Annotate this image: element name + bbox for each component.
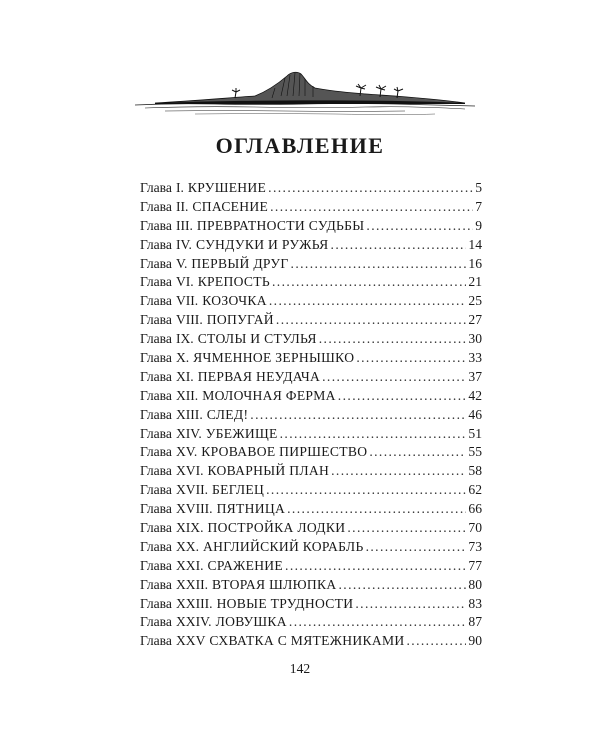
chapter-title: УБЕЖИЩЕ (205, 425, 278, 441)
dot-leader (269, 293, 467, 309)
chapter-number: XI. (175, 368, 194, 384)
toc-entry (140, 331, 482, 350)
chapter-number: XVII. (175, 482, 209, 498)
dot-leader (319, 331, 467, 347)
toc-entry (140, 388, 482, 407)
chapter-page-number: 77 (468, 557, 482, 573)
toc-entry (140, 350, 482, 369)
chapter-number: XVIII. (175, 501, 213, 517)
chapter-page-number: 51 (468, 425, 482, 441)
chapter-number: VI. (175, 274, 194, 290)
dot-leader (338, 388, 467, 404)
chapter-number: I. (175, 180, 184, 195)
chapter-label (140, 614, 287, 630)
chapter-number: IV. (175, 236, 192, 252)
chapter-page-number: 87 (468, 614, 482, 630)
chapter-page-number: 30 (468, 331, 482, 347)
chapter-page-number: 80 (468, 576, 482, 592)
dot-leader (266, 482, 466, 498)
chapter-title: МОЛОЧНАЯ ФЕРМА (202, 387, 336, 403)
chapter-label (140, 444, 367, 460)
chapter-label (140, 501, 285, 517)
toc-entry (140, 180, 482, 199)
chapter-title: КРЕПОСТЬ (197, 274, 270, 290)
chapter-label (140, 237, 329, 253)
toc-entry (140, 218, 482, 237)
chapter-title: КОВАРНЫЙ ПЛАН (207, 463, 330, 479)
chapter-number: XX. (175, 538, 199, 554)
toc-entry (140, 577, 482, 596)
chapter-label (140, 426, 278, 442)
chapter-title: КРОВАВОЕ ПИРШЕСТВО (201, 444, 368, 460)
dot-leader (291, 256, 467, 272)
chapter-word: Глава (140, 350, 172, 366)
chapter-page-number: 83 (468, 595, 482, 611)
chapter-label (140, 558, 283, 574)
toc-entry (140, 312, 482, 331)
dot-leader (369, 444, 466, 460)
toc-entry (140, 407, 482, 426)
chapter-word: Глава (140, 557, 172, 573)
dot-leader (289, 614, 467, 630)
chapter-page-number: 7 (475, 198, 482, 214)
chapter-label (140, 331, 317, 347)
chapter-title: СПАСЕНИЕ (192, 198, 269, 214)
chapter-page-number: 42 (468, 387, 482, 403)
chapter-label (140, 218, 364, 234)
chapter-number: V. (175, 255, 188, 271)
chapter-page-number: 62 (468, 482, 482, 498)
chapter-title: НОВЫЕ ТРУДНОСТИ (216, 595, 354, 611)
chapter-word: Глава (140, 444, 172, 460)
chapter-word: Глава (140, 236, 172, 252)
chapter-number: III. (175, 217, 193, 233)
dot-leader (355, 596, 466, 612)
chapter-label (140, 350, 354, 366)
toc-entry (140, 539, 482, 558)
dot-leader (268, 180, 473, 196)
dot-leader (276, 312, 466, 328)
chapter-title: СХВАТКА С МЯТЕЖНИКАМИ (209, 633, 405, 649)
dot-leader (250, 407, 466, 423)
chapter-word: Глава (140, 576, 172, 592)
chapter-label (140, 388, 336, 404)
chapter-page-number: 27 (468, 312, 482, 328)
chapter-label (140, 596, 353, 612)
chapter-page-number: 16 (468, 255, 482, 271)
dot-leader (272, 274, 466, 290)
chapter-label (140, 369, 320, 385)
chapter-label (140, 256, 289, 272)
dot-leader (270, 199, 473, 215)
toc-entry (140, 369, 482, 388)
chapter-word: Глава (140, 293, 172, 309)
chapter-label (140, 520, 345, 536)
toc-entry (140, 633, 482, 652)
chapter-label (140, 199, 268, 215)
chapter-page-number: 9 (475, 217, 482, 233)
chapter-word: Глава (140, 482, 172, 498)
chapter-title: ПРЕВРАТНОСТИ СУДЬБЫ (196, 217, 365, 233)
toc-entry (140, 199, 482, 218)
chapter-word: Глава (140, 614, 172, 630)
toc-entry (140, 237, 482, 256)
chapter-label (140, 180, 266, 196)
chapter-word: Глава (140, 406, 172, 422)
chapter-title: ВТОРАЯ ШЛЮПКА (212, 576, 337, 592)
chapter-label (140, 633, 404, 649)
chapter-title: ЛОВУШКА (215, 614, 287, 630)
dot-leader (280, 426, 467, 442)
chapter-number: XIX. (175, 520, 204, 536)
dot-leader (322, 369, 466, 385)
chapter-number: XIII. (175, 406, 203, 422)
chapter-number: XV. (175, 444, 198, 460)
chapter-title: ЯЧМЕННОЕ ЗЕРНЫШКО (193, 350, 355, 366)
chapter-title: КРУШЕНИЕ (187, 180, 267, 195)
chapter-page-number: 37 (468, 368, 482, 384)
chapter-word: Глава (140, 198, 172, 214)
chapter-title: ПЕРВАЯ НЕУДАЧА (197, 368, 321, 384)
toc-entry (140, 614, 482, 633)
chapter-page-number: 70 (468, 520, 482, 536)
dot-leader (406, 633, 466, 649)
chapter-number: II. (175, 198, 189, 214)
chapter-word: Глава (140, 463, 172, 479)
chapter-word: Глава (140, 633, 172, 649)
page-title: ОГЛАВЛЕНИЕ (215, 133, 385, 158)
chapter-page-number: 58 (468, 463, 482, 479)
table-of-contents (140, 180, 482, 652)
chapter-title: ПЯТНИЦА (216, 501, 286, 517)
chapter-number: XIV. (175, 425, 202, 441)
chapter-label (140, 274, 270, 290)
dot-leader (356, 350, 466, 366)
dot-leader (287, 501, 466, 517)
chapter-page-number: 25 (468, 293, 482, 309)
chapter-word: Глава (140, 255, 172, 271)
chapter-word: Глава (140, 312, 172, 328)
dot-leader (347, 520, 466, 536)
dot-leader (366, 539, 467, 555)
chapter-page-number: 73 (468, 538, 482, 554)
chapter-word: Глава (140, 501, 172, 517)
chapter-number: VIII. (175, 312, 203, 328)
chapter-word: Глава (140, 595, 172, 611)
chapter-label (140, 293, 267, 309)
chapter-title: КОЗОЧКА (202, 293, 267, 309)
chapter-number: XXI. (175, 557, 204, 573)
toc-entry (140, 482, 482, 501)
chapter-page-number: 33 (468, 350, 482, 366)
chapter-number: IX. (175, 331, 194, 347)
chapter-number: XXIII. (175, 595, 213, 611)
toc-entry (140, 501, 482, 520)
chapter-word: Глава (140, 217, 172, 233)
chapter-word: Глава (140, 538, 172, 554)
chapter-label (140, 463, 329, 479)
chapter-word: Глава (140, 425, 172, 441)
chapter-page-number: 90 (468, 633, 482, 649)
chapter-title: СУНДУКИ И РУЖЬЯ (195, 236, 329, 252)
island-vignette-illustration (135, 68, 475, 116)
chapter-title: ПОСТРОЙКА ЛОДКИ (207, 520, 346, 536)
toc-entry (140, 256, 482, 275)
chapter-number: XXIV. (175, 614, 212, 630)
chapter-label (140, 577, 336, 593)
chapter-word: Глава (140, 180, 172, 195)
toc-entry (140, 293, 482, 312)
chapter-label (140, 312, 274, 328)
toc-entry (140, 444, 482, 463)
toc-entry (140, 520, 482, 539)
toc-entry (140, 596, 482, 615)
chapter-word: Глава (140, 368, 172, 384)
chapter-label (140, 482, 264, 498)
chapter-word: Глава (140, 331, 172, 347)
chapter-number: XXII. (175, 576, 209, 592)
chapter-title: СЛЕД! (206, 406, 249, 422)
chapter-title: БЕГЛЕЦ (212, 482, 265, 498)
chapter-title: СРАЖЕНИЕ (207, 557, 284, 573)
toc-entry (140, 558, 482, 577)
chapter-number: XII. (175, 387, 199, 403)
dot-leader (331, 463, 466, 479)
dot-leader (285, 558, 466, 574)
chapter-label (140, 539, 364, 555)
toc-entry (140, 463, 482, 482)
page-number: 142 (289, 661, 311, 676)
dot-leader (366, 218, 473, 234)
chapter-word: Глава (140, 520, 172, 536)
chapter-number: X. (175, 350, 190, 366)
chapter-title: ПЕРВЫЙ ДРУГ (191, 255, 289, 271)
chapter-page-number: 55 (468, 444, 482, 460)
toc-entry (140, 426, 482, 445)
chapter-title: АНГЛИЙСКИЙ КОРАБЛЬ (202, 538, 364, 554)
dot-leader (331, 237, 467, 253)
chapter-word: Глава (140, 274, 172, 290)
chapter-page-number: 66 (468, 501, 482, 517)
toc-entry (140, 274, 482, 293)
chapter-title: СТОЛЫ И СТУЛЬЯ (197, 331, 317, 347)
chapter-page-number: 46 (468, 406, 482, 422)
chapter-page-number: 14 (468, 236, 482, 252)
chapter-page-number: 5 (475, 180, 482, 195)
chapter-label (140, 407, 248, 423)
chapter-page-number: 21 (468, 274, 482, 290)
chapter-number: XVI. (175, 463, 204, 479)
chapter-number: VII. (175, 293, 199, 309)
chapter-word: Глава (140, 387, 172, 403)
chapter-number: XXV (175, 633, 206, 649)
dot-leader (338, 577, 466, 593)
chapter-title: ПОПУГАЙ (206, 312, 274, 328)
